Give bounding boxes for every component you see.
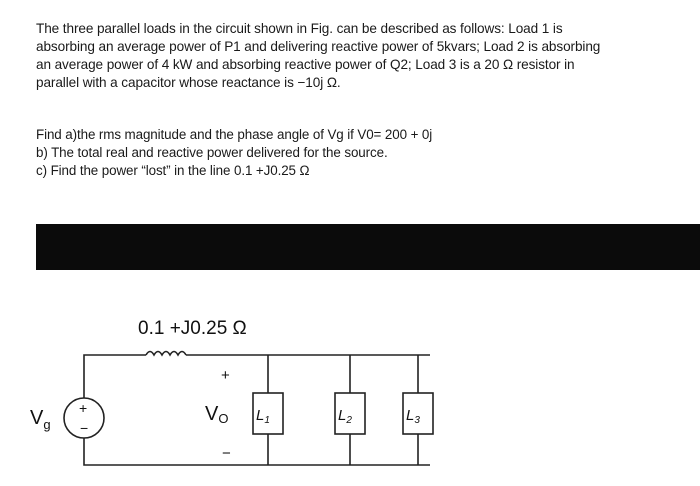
load-2-label: $L_2$ [338,407,352,426]
vo-label: VO [205,403,229,426]
question-line: b) The total real and reactive power delivered for the source. [36,145,388,160]
problem-line: parallel with a capacitor whose reactance is −10j Ω. [36,75,341,90]
line-impedance-label: 0.1 +J0.25 Ω [138,318,247,339]
vg-label: $V_g$ [30,407,51,432]
vo-plus-sign: + [221,367,230,384]
problem-line: absorbing an average power of P1 and delivering reactive power of 5kvars; Load 2 is absorbing [36,39,601,54]
load-1-label: $L_1$ [256,407,270,426]
source-plus-sign: + [79,400,88,416]
question-line: Find a)the rms magnitude and the phase angle of Vg if V0= 200 + 0j [36,127,433,142]
vo-minus-sign: − [222,445,231,462]
source-minus-sign: − [80,420,89,436]
question-line: c) Find the power “lost” in the line 0.1 +J0.25 Ω [36,163,310,178]
load-3-label: $L_3$ [406,407,420,426]
problem-line: an average power of 4 kW and absorbing reactive power of Q2; Load 3 is a 20 Ω resistor in [36,57,575,72]
problem-line: The three parallel loads in the circuit shown in Fig. can be described as follows: Load 1 is [36,21,563,36]
